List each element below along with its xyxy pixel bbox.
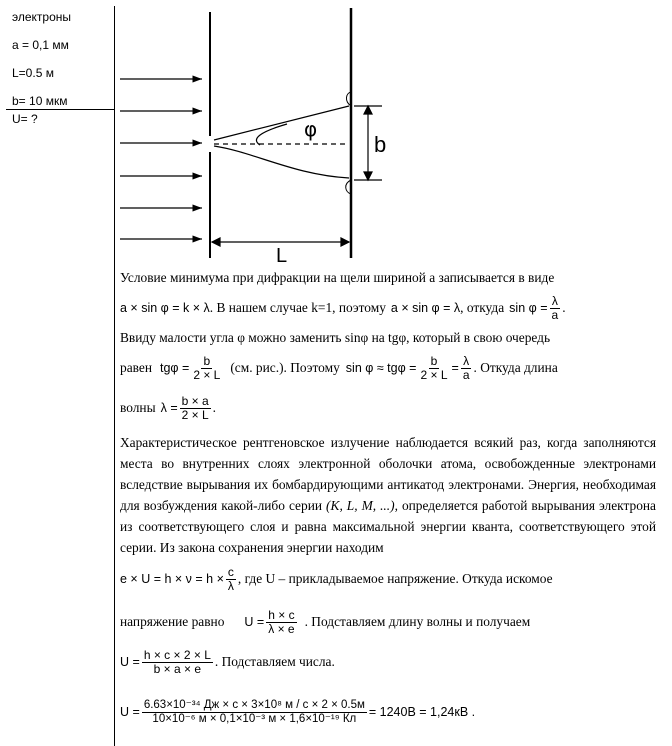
formula-row-3: волны λ = $\frac{b \times a}{2 \times L}$ . xyxy=(120,393,217,422)
fraction xyxy=(461,355,472,382)
fraction-denominator: a xyxy=(551,307,559,322)
fraction-denominator: 10×10⁻⁶ м × 0,1×10⁻³ м × 1,6×10⁻¹⁹ Кл xyxy=(152,712,357,725)
fraction-numerator: h × c xyxy=(268,607,295,622)
diffraction-rays xyxy=(214,106,349,178)
fraction xyxy=(418,355,449,382)
text-span: , определяется работой вырывания электрона из соответствующего слоя и равна максимальной энергии кванта, соответствующего этой серии. Из закона сохранения энергии находим xyxy=(120,498,657,555)
fraction-numerator: b × a xyxy=(181,393,209,408)
fraction-numerator: b xyxy=(430,353,438,368)
diffraction-diagram xyxy=(114,0,414,268)
text-span: , где U – прикладываемое напряжение. Откуда искомое xyxy=(237,571,553,586)
given-panel xyxy=(0,0,114,746)
fraction xyxy=(142,699,367,726)
fraction xyxy=(191,355,222,382)
fraction-denominator: 2 × L xyxy=(420,367,448,382)
fraction-denominator: λ × e xyxy=(268,621,295,636)
formula: e × U = h × ν = h × xyxy=(120,572,224,586)
formula-row-2: равен tgφ = $\frac{b}{2 \times L}$ (см. рис.). Поэтому sin φ ≈ tgφ = $\frac{b}{2 \times L}$ = $\frac{\lambda}{a}$ . Откуда длина xyxy=(120,353,558,382)
text-span: Характеристическое рентгеновское излучение наблюдается всякий раз, когда заполняются места во внутренних слоях электронной оболочки атома, освобожденные электронами вследствие вырывания их бомбардирующими антикатод электронами. Энергия, необходимая для возбуждения какой-либо серии xyxy=(120,435,656,513)
fraction-denominator: λ xyxy=(227,578,234,593)
phi-label: φ xyxy=(304,117,318,141)
formula: a × sin φ = k × λ xyxy=(120,301,210,315)
text-span: волны xyxy=(120,400,156,415)
formula-row-6 xyxy=(120,604,656,640)
fraction-numerator: λ xyxy=(463,353,470,368)
fraction xyxy=(142,649,213,676)
formula: U = xyxy=(120,705,140,719)
fraction-denominator: a xyxy=(462,367,470,382)
text-line: Ввиду малости угла φ можно заменить sinφ на tgφ, который в свою очередь xyxy=(120,330,551,345)
paragraph-xray xyxy=(120,432,656,558)
given-band-width: b= 10 мкм xyxy=(12,94,68,108)
formula-row-7 xyxy=(120,644,656,680)
given-distance: L=0.5 м xyxy=(12,66,54,80)
formula: sin φ = xyxy=(509,301,548,315)
fraction xyxy=(226,566,236,593)
given-particles: электроны xyxy=(12,10,72,24)
text-span: . Подставляем длину волны и получаем xyxy=(304,614,531,629)
formula: tgφ = xyxy=(160,361,190,375)
formula-row-8 xyxy=(120,688,656,736)
text-span: напряжение равно xyxy=(120,614,225,629)
formula-row-5 xyxy=(120,562,656,596)
fraction-numerator: 6.63×10⁻³⁴ Дж × с × 3×10⁸ м / с × 2 × 0.5м xyxy=(143,698,365,711)
text-span: равен xyxy=(120,360,152,375)
fraction xyxy=(266,609,296,636)
formula: λ = xyxy=(160,401,178,415)
fraction-denominator: b × a × e xyxy=(153,661,202,676)
given-slit-width: a = 0,1 мм xyxy=(12,38,69,52)
formula: U = xyxy=(120,655,140,669)
fraction-denominator: 2 × L xyxy=(181,407,209,422)
fraction xyxy=(550,295,561,322)
result: = 1240В = 1,24кВ . xyxy=(368,705,476,719)
text-line: Условие минимума при дифракции на щели шириной а записывается в виде xyxy=(120,270,555,285)
l-label: L xyxy=(276,245,288,267)
given-divider-horizontal xyxy=(6,109,114,110)
fraction-denominator: 2 × L xyxy=(193,367,221,382)
fraction-numerator: c xyxy=(227,564,234,579)
formula: a × sin φ = λ xyxy=(390,301,461,315)
text-span: . Откуда длина xyxy=(473,360,558,375)
given-unknown: U= ? xyxy=(12,112,38,126)
fraction-numerator: λ xyxy=(551,293,558,308)
text-series: (K, L, M, ...) xyxy=(326,498,395,513)
fraction-numerator: h × c × 2 × L xyxy=(143,647,211,662)
fraction-numerator: b xyxy=(203,353,211,368)
text-span: (см. рис.). Поэтому xyxy=(230,360,340,375)
text-span: , откуда xyxy=(460,300,505,315)
formula: sin φ ≈ tgφ = xyxy=(345,361,417,375)
formula: U = xyxy=(244,615,265,629)
incident-beam-arrows xyxy=(120,79,202,239)
text-span: . Подставляем числа. xyxy=(214,654,335,669)
b-label: b xyxy=(374,132,387,157)
formula-row-1: a × sin φ = k × λ . В нашем случае k=1, поэтому a × sin φ = λ , откуда sin φ = $\frac{\lambda}{a}$ . xyxy=(120,293,566,322)
text-span: . В нашем случае k=1, поэтому xyxy=(209,300,386,315)
fraction xyxy=(180,395,211,422)
